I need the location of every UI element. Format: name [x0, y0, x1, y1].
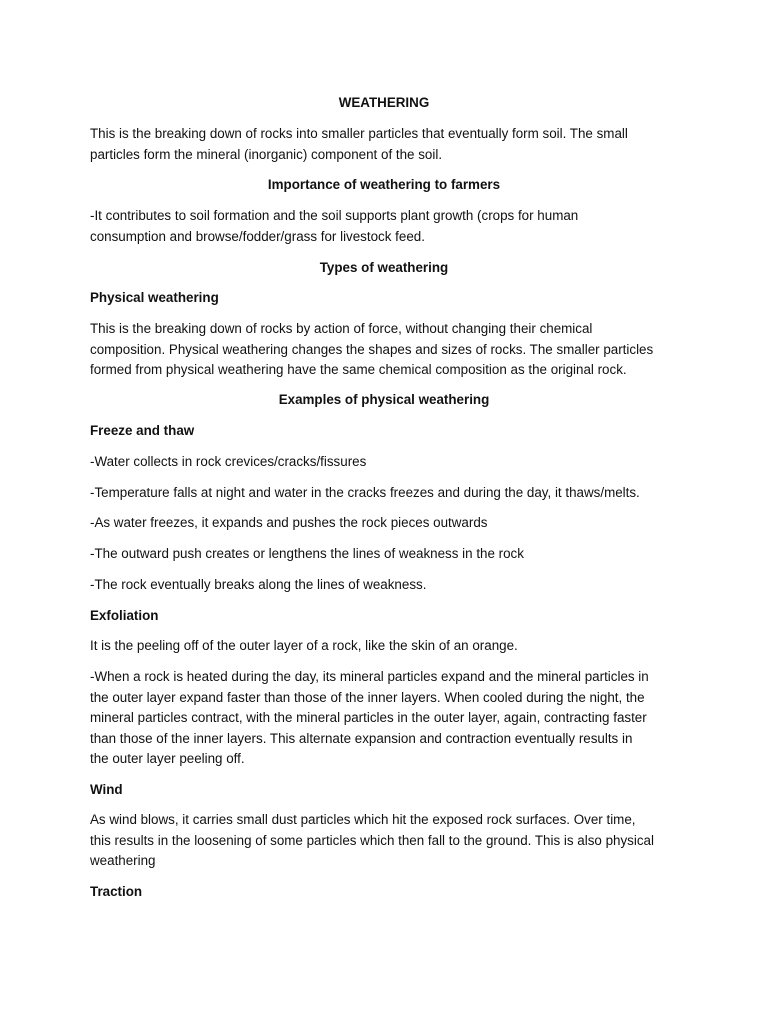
traction-heading: Traction	[90, 884, 143, 899]
wind-line: this results in the loosening of some particles which then fall to the ground. This is also physical	[90, 832, 654, 848]
exfoliation-line: the outer layer expand faster than those of the inner layers. When cooled during the night, the	[90, 689, 645, 705]
exfoliation-paragraph	[90, 667, 690, 770]
physical-line: This is the breaking down of rocks by action of force, without changing their chemical	[90, 321, 593, 336]
examples-heading: Examples of physical weathering	[278, 392, 490, 407]
physical-paragraph	[90, 319, 690, 381]
intro-paragraph	[90, 124, 690, 165]
intro-line: This is the breaking down of rocks into smaller particles that eventually form soil. The small	[90, 126, 628, 141]
types-heading: Types of weathering	[319, 260, 449, 275]
exfoliation-line: the outer layer peeling off.	[90, 751, 245, 767]
physical-line: composition. Physical weathering changes the shapes and sizes of rocks. The smaller particles	[90, 341, 654, 357]
exfoliation-line: -When a rock is heated during the day, its mineral particles expand and the mineral particles in	[90, 669, 649, 684]
wind-heading: Wind	[90, 782, 123, 797]
freeze-thaw-point: -The outward push creates or lengthens the lines of weakness in the rock	[90, 546, 524, 561]
physical-line: formed from physical weathering have the same chemical composition as the original rock.	[90, 362, 627, 378]
wind-line: As wind blows, it carries small dust particles which hit the exposed rock surfaces. Over time,	[90, 812, 636, 827]
physical-heading: Physical weathering	[90, 290, 219, 305]
importance-paragraph	[90, 206, 690, 247]
importance-heading: Importance of weathering to farmers	[267, 177, 501, 192]
exfoliation-definition: It is the peeling off of the outer layer of a rock, like the skin of an orange.	[90, 638, 518, 653]
freeze-thaw-heading: Freeze and thaw	[90, 423, 195, 438]
intro-line: particles form the mineral (inorganic) component of the soil.	[90, 146, 443, 162]
importance-line: consumption and browse/fodder/grass for livestock feed.	[90, 228, 425, 244]
exfoliation-line: mineral particles contract, with the mineral particles in the outer layer, again, contracting faster	[90, 710, 647, 726]
wind-paragraph	[90, 810, 690, 872]
document-title: WEATHERING	[338, 95, 430, 110]
freeze-thaw-point: -Water collects in rock crevices/cracks/fissures	[90, 454, 367, 469]
freeze-thaw-point: -Temperature falls at night and water in the cracks freezes and during the day, it thaws/melts.	[90, 485, 640, 500]
importance-line: -It contributes to soil formation and the soil supports plant growth (crops for human	[90, 208, 579, 223]
freeze-thaw-point: -The rock eventually breaks along the lines of weakness.	[90, 577, 427, 592]
exfoliation-heading: Exfoliation	[90, 608, 159, 623]
wind-line: weathering	[90, 853, 156, 869]
exfoliation-line: than those of the inner layers. This alternate expansion and contraction eventually results in	[90, 730, 633, 746]
freeze-thaw-point: -As water freezes, it expands and pushes the rock pieces outwards	[90, 515, 488, 530]
